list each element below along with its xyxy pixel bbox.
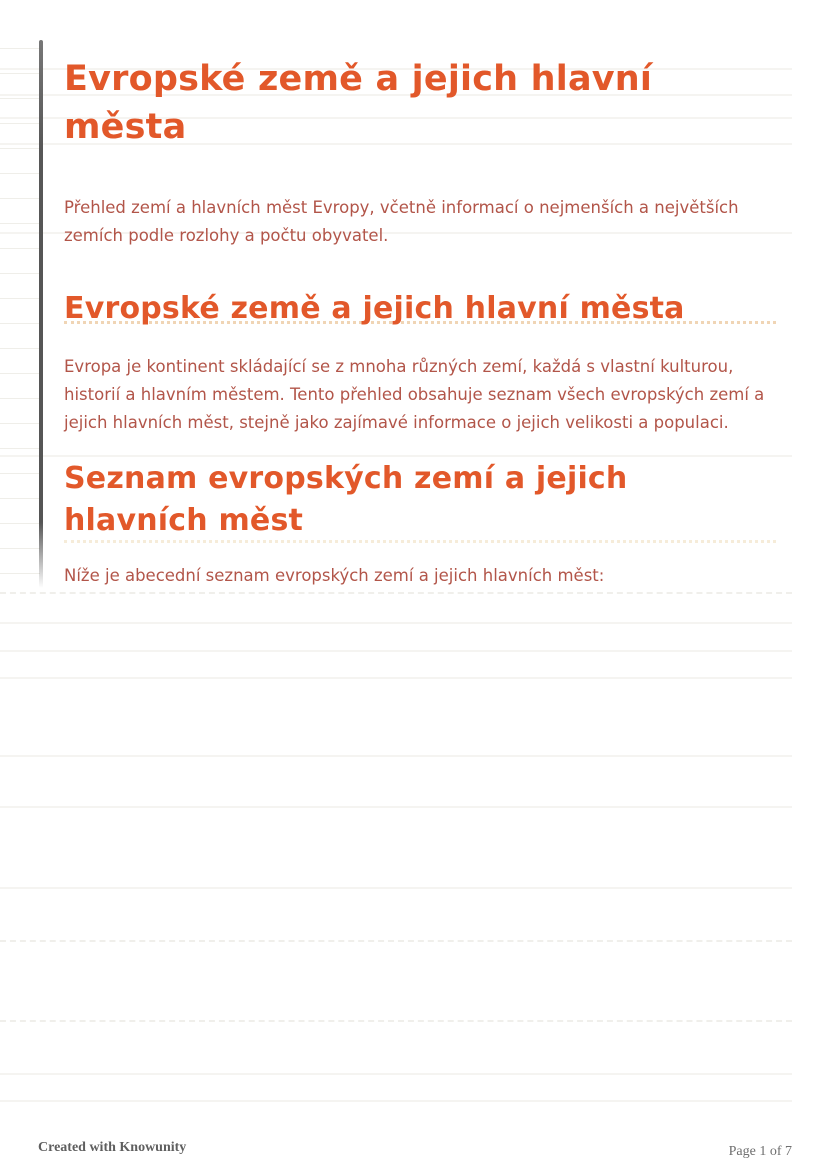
ruled-line	[0, 887, 792, 889]
ruled-line	[0, 455, 792, 457]
ruled-line	[0, 448, 40, 449]
ruled-line	[0, 173, 40, 174]
section-heading-1: Evropské země a jejich hlavní města	[64, 291, 685, 326]
ruled-line	[0, 273, 40, 274]
ruled-line	[0, 1020, 792, 1022]
ruled-line	[0, 398, 40, 399]
ruled-line	[0, 523, 40, 524]
ruled-line	[0, 940, 792, 942]
ruled-line	[0, 123, 40, 124]
ruled-line	[0, 148, 40, 149]
section-body-1: Evropa je kontinent skládající se z mnoha různých zemí, každá s vlastní kulturou, historií a hlavním městem. Tento přehled obsahuje seznam všech evropských zemí a jejich hlavních měst, stejně jako zajímavé informace o jejich velikosti a populaci.	[64, 357, 765, 432]
section-heading-2: Seznam evropských zemí a jejich hlavních měst	[64, 461, 628, 538]
ruled-line	[0, 323, 40, 324]
footer-page-indicator: Page 1 of 7	[728, 1144, 792, 1159]
ruled-line	[0, 650, 792, 652]
ruled-line	[0, 622, 792, 624]
ruled-line	[0, 755, 792, 757]
ruled-line	[0, 198, 40, 199]
intro-paragraph: Přehled zemí a hlavních měst Evropy, včetně informací o nejmenších a největších zemích podle rozlohy a počtu obyvatel.	[64, 198, 739, 245]
ruled-line	[0, 592, 792, 594]
ruled-line	[0, 806, 792, 808]
ruled-line	[0, 223, 40, 224]
ruled-line	[0, 248, 40, 249]
ruled-line	[0, 473, 40, 474]
ruled-line	[0, 373, 40, 374]
ruled-line	[0, 498, 40, 499]
ruled-line	[0, 548, 40, 549]
ruled-line	[0, 677, 792, 679]
footer-created-with: Created with Knowunity	[38, 1140, 187, 1155]
ruled-line	[0, 48, 40, 49]
section-body-2: Níže je abecední seznam evropských zemí a jejich hlavních měst:	[64, 566, 605, 585]
ruled-line	[0, 348, 40, 349]
ruled-line	[0, 73, 40, 74]
ruled-line	[0, 1073, 792, 1075]
ruled-line	[0, 573, 40, 574]
ruled-line	[0, 298, 40, 299]
ruled-line	[0, 98, 40, 99]
ruled-line	[0, 423, 40, 424]
ruled-line	[0, 1100, 792, 1102]
page-binding-edge	[39, 40, 43, 588]
page-title: Evropské země a jejich hlavní města	[64, 59, 653, 148]
